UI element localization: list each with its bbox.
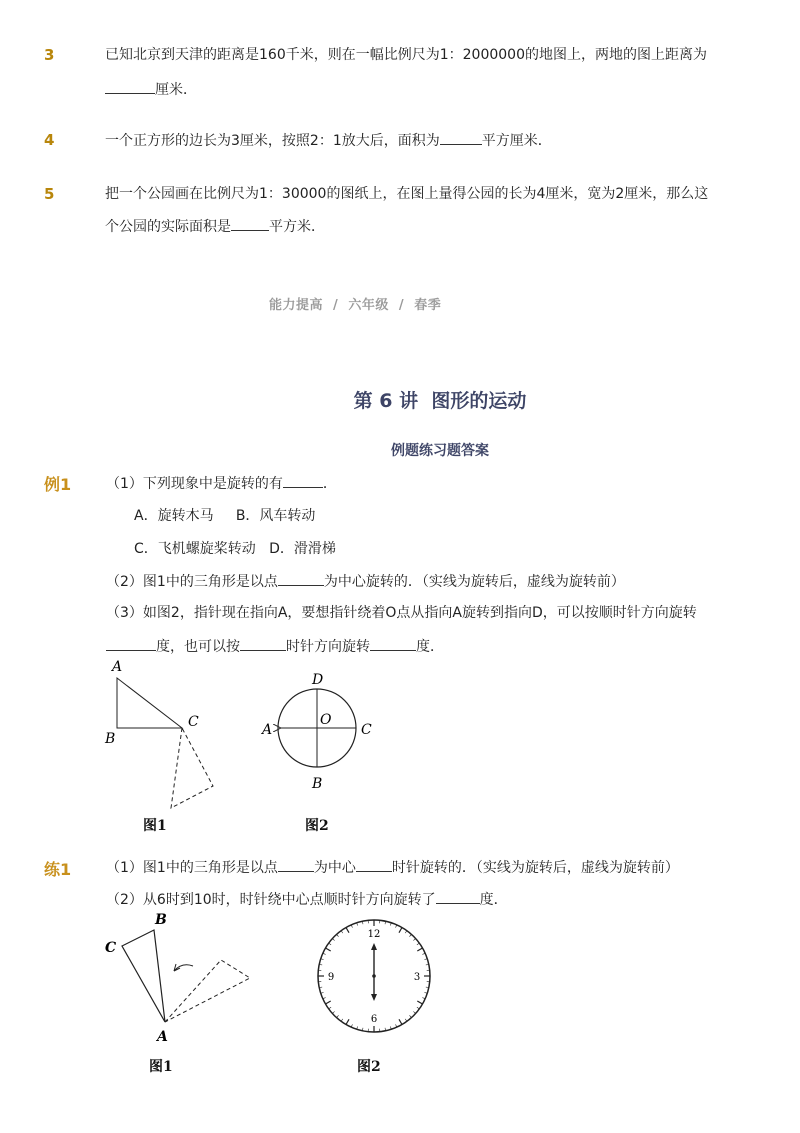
clock-number-12: 12	[367, 929, 381, 940]
question-number-3: 3	[44, 46, 55, 64]
label-a: A	[262, 722, 273, 738]
question-3-line-1: 已知北京到天津的距离是160千米，则在一幅比例尺为1：2000000的地图上，两地的图上距离为	[105, 47, 707, 63]
answer-blank[interactable]	[278, 857, 314, 872]
label-b: B	[105, 731, 116, 747]
dashed-triangle	[171, 728, 213, 808]
practice-1-figure-1	[100, 908, 260, 1048]
example-1-figure-1	[100, 656, 240, 836]
clock-tick	[329, 1007, 331, 1009]
clock-tick	[417, 1001, 422, 1004]
question-5-line-2: 个公园的实际面积是 平方米．	[105, 216, 325, 237]
label-o: O	[320, 712, 332, 728]
clock-tick	[417, 1007, 419, 1009]
clock-tick	[337, 1015, 339, 1017]
label-b: B	[312, 776, 323, 792]
practice-1-part-2: （2）从6时到10时，时针绕中心点顺时针方向旋转了 度．	[106, 889, 508, 910]
question-number-5: 5	[44, 185, 55, 203]
label-c: C	[105, 940, 117, 956]
answer-blank[interactable]	[370, 636, 416, 651]
answer-blank[interactable]	[106, 636, 156, 651]
question-3-line-2: 厘米．	[105, 79, 197, 100]
label-d: D	[312, 672, 324, 688]
practice-1-label: 练1	[44, 860, 72, 879]
page-footer: 能力提高 / 六年级 / 春季	[269, 298, 442, 313]
clock-tick	[399, 1019, 402, 1024]
answer-blank[interactable]	[105, 79, 155, 94]
example-1-part-3-line-2: 度，也可以按 时针方向旋转 度．	[106, 636, 444, 657]
clock-tick	[346, 1019, 349, 1024]
example-1-figure-1-caption: 图1	[143, 818, 167, 834]
clock-tick	[341, 1019, 343, 1021]
section-title: 例题练习题答案	[391, 443, 489, 459]
question-5-line-1: 把一个公园画在比例尺为1：30000的图纸上，在图上量得公园的长为4厘米，宽为2厘米，那么这	[105, 186, 709, 202]
label-c: C	[188, 714, 199, 730]
clock-tick	[399, 928, 402, 933]
answer-blank[interactable]	[440, 130, 482, 145]
example-1-options-ab: A．旋转木马 B．风车转动	[134, 508, 316, 524]
clock-tick	[332, 1011, 334, 1013]
clock-tick	[413, 939, 415, 941]
clock-tick	[346, 928, 349, 933]
clock-center	[372, 974, 376, 978]
practice-1-figure-2-clock	[314, 916, 436, 1038]
answer-blank[interactable]	[356, 857, 392, 872]
clock-tick	[409, 1015, 411, 1017]
example-1-label: 例1	[44, 475, 72, 494]
answer-blank[interactable]	[231, 216, 269, 231]
question-4-text: 一个正方形的边长为3厘米，按照2：1放大后，面积为 平方厘米．	[105, 130, 552, 151]
clock-tick	[417, 948, 422, 951]
solid-triangle	[117, 678, 182, 728]
clock-tick	[413, 1011, 415, 1013]
answer-blank[interactable]	[283, 473, 323, 488]
practice-1-part-1: （1）图1中的三角形是以点 为中心 时针旋转的．（实线为旋转后，虚线为旋转前）	[106, 857, 679, 878]
label-c: C	[361, 722, 372, 738]
clock-number-3: 3	[413, 972, 421, 983]
lecture-title: 第 6 讲 图形的运动	[353, 390, 527, 412]
example-1-part-2: （2）图1中的三角形是以点 为中心旋转的．（实线为旋转后，虚线为旋转前）	[106, 571, 625, 592]
clock-tick	[329, 943, 331, 945]
practice-1-figure-1-caption: 图1	[149, 1059, 173, 1075]
clock-tick	[417, 943, 419, 945]
question-number-4: 4	[44, 131, 55, 149]
clock-tick	[332, 939, 334, 941]
example-1-options-cd: C．飞机螺旋桨转动 D．滑滑梯	[134, 541, 336, 557]
label-a: A	[157, 1029, 168, 1045]
clock-number-6: 6	[370, 1014, 378, 1025]
label-a: A	[112, 659, 123, 675]
answer-blank[interactable]	[278, 571, 324, 586]
clock-tick	[341, 931, 343, 933]
answer-blank[interactable]	[240, 636, 286, 651]
clock-tick	[405, 1019, 407, 1021]
answer-blank[interactable]	[436, 889, 480, 904]
example-1-part-3-line-1: （3）如图2，指针现在指向A，要想指针绕着O点从指向A旋转到指向D，可以按顺时针方向旋转	[106, 605, 697, 621]
clock-tick	[409, 934, 411, 936]
example-1-part-1: （1）下列现象中是旋转的有 ．	[106, 473, 337, 494]
label-b: B	[155, 912, 167, 928]
clock-hand-up-head	[371, 943, 377, 950]
example-1-figure-2-caption: 图2	[305, 818, 329, 834]
solid-triangle	[122, 930, 165, 1022]
example-1-figure-2	[256, 666, 386, 796]
clock-number-9: 9	[327, 972, 335, 983]
clock-tick	[326, 1001, 331, 1004]
practice-1-figure-2-caption: 图2	[357, 1059, 381, 1075]
clock-tick	[405, 931, 407, 933]
clock-hand-down-head	[371, 994, 377, 1001]
clock-tick	[337, 934, 339, 936]
clock-tick	[326, 948, 331, 951]
